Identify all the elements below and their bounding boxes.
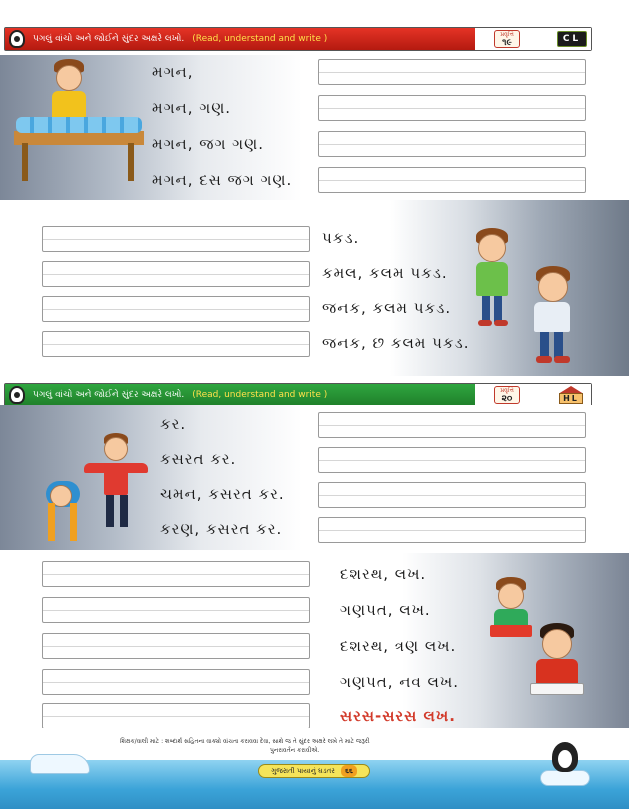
- teacher-note-line-1: શિક્ષક/વાલી માટે : શબ્દાર્થ સહિતના વાક્યો વાંચતા કરાવવા દેવા, સાથે જ તે સુંદર અક્ષરે લખે તે માટે જરૂરી: [120, 738, 370, 745]
- table-leg: [22, 143, 28, 181]
- writing-line[interactable]: [42, 561, 310, 587]
- writing-line[interactable]: [318, 131, 586, 157]
- activity-label: પ્રવૃત્તિ: [500, 387, 514, 394]
- writing-line[interactable]: [42, 669, 310, 695]
- header-strip: [5, 28, 475, 50]
- header-instruction-en: (Read, understand and write ): [192, 390, 328, 400]
- header-instruction-gu: પગલું વાંચો અને જોઈને સુંદર અક્ષરે લખો.: [33, 390, 185, 400]
- writing-line[interactable]: [318, 412, 586, 438]
- sentence-2-4: જનક, છ કલમ પકડ.: [322, 334, 470, 352]
- penguin-icon: [9, 30, 25, 48]
- writing-line[interactable]: [42, 261, 310, 287]
- level-code-badge: HL: [559, 393, 583, 404]
- sentence-3-2: કસરત કર.: [160, 450, 237, 468]
- header-instruction-gu: પગલું વાંચો અને જોઈને સુંદર અક્ષરે લખો.: [33, 34, 185, 44]
- activity-number-badge: [494, 30, 520, 48]
- sentence-2-3: જનક, કલમ પકડ.: [322, 299, 452, 317]
- header-instruction-en: (Read, understand and write ): [192, 34, 328, 44]
- sentence-1-4: મગન, દસ જગ ગણ.: [152, 171, 293, 189]
- exercise-panel-2: [0, 200, 629, 376]
- writing-line[interactable]: [42, 597, 310, 623]
- sentence-1-1: મગન,: [152, 63, 194, 81]
- iceberg-left: [30, 754, 90, 774]
- sentence-2-2: કમલ, કલમ પકડ.: [322, 264, 448, 282]
- sentence-4-1: દશરથ, લખ.: [340, 565, 427, 583]
- penguin-icon: [9, 386, 25, 404]
- water-jugs-illustration: [16, 117, 142, 133]
- level-code-badge: CL: [557, 31, 587, 47]
- sentence-1-2: મગન, ગણ.: [152, 99, 232, 117]
- writing-line[interactable]: [318, 167, 586, 193]
- sentence-4-2: ગણપત, લખ.: [340, 601, 431, 619]
- penguin-mascot-icon: [552, 742, 578, 772]
- writing-line[interactable]: [42, 703, 310, 728]
- sentence-1-3: મગન, જગ ગણ.: [152, 135, 264, 153]
- writing-line[interactable]: [318, 517, 586, 543]
- exercise-panel-4: [0, 553, 629, 728]
- writing-line[interactable]: [42, 331, 310, 357]
- page-number: ૬૬: [341, 765, 357, 777]
- writing-line[interactable]: [42, 633, 310, 659]
- sentence-4-4: ગણપત, નવ લખ.: [340, 673, 459, 691]
- sentence-3-1: કર.: [160, 415, 187, 433]
- page-footer-pill: [258, 764, 370, 778]
- activity-header-19: [4, 27, 592, 51]
- activity-number: ૧૯: [502, 38, 512, 48]
- sentence-4-5: સરસ-સરસ લખ.: [340, 707, 456, 725]
- table-leg: [128, 143, 134, 181]
- children-exercising-illustration: [40, 433, 150, 545]
- activity-label: પ્રવૃત્તિ: [500, 31, 514, 38]
- writing-line[interactable]: [318, 482, 586, 508]
- iceberg-right: [540, 770, 590, 786]
- sentence-2-1: પકડ.: [322, 229, 360, 247]
- sentence-3-4: કરણ, કસરત કર.: [160, 520, 283, 538]
- writing-line[interactable]: [42, 226, 310, 252]
- children-writing-illustration: [486, 577, 596, 717]
- writing-line[interactable]: [42, 296, 310, 322]
- sentence-4-3: દશરથ, ત્રણ લખ.: [340, 637, 457, 655]
- writing-line[interactable]: [318, 95, 586, 121]
- exercise-panel-3: [0, 405, 629, 550]
- writing-line[interactable]: [318, 59, 586, 85]
- writing-line[interactable]: [318, 447, 586, 473]
- activity-number-badge: [494, 386, 520, 404]
- activity-header-20: [4, 383, 592, 407]
- activity-number: ૨૦: [501, 394, 513, 404]
- house-icon: [555, 386, 587, 404]
- teacher-note-line-2: પુનરાવર્તન કરાવીએ.: [270, 747, 320, 754]
- book-title: ગુજરાતી પાયાનું ઘડતર: [271, 767, 335, 775]
- teacher-note: [120, 737, 520, 755]
- sentence-3-3: ચમન, કસરત કર.: [160, 485, 285, 503]
- header-strip: [5, 384, 475, 406]
- two-boys-illustration: [470, 224, 590, 370]
- exercise-panel-1: [0, 55, 629, 200]
